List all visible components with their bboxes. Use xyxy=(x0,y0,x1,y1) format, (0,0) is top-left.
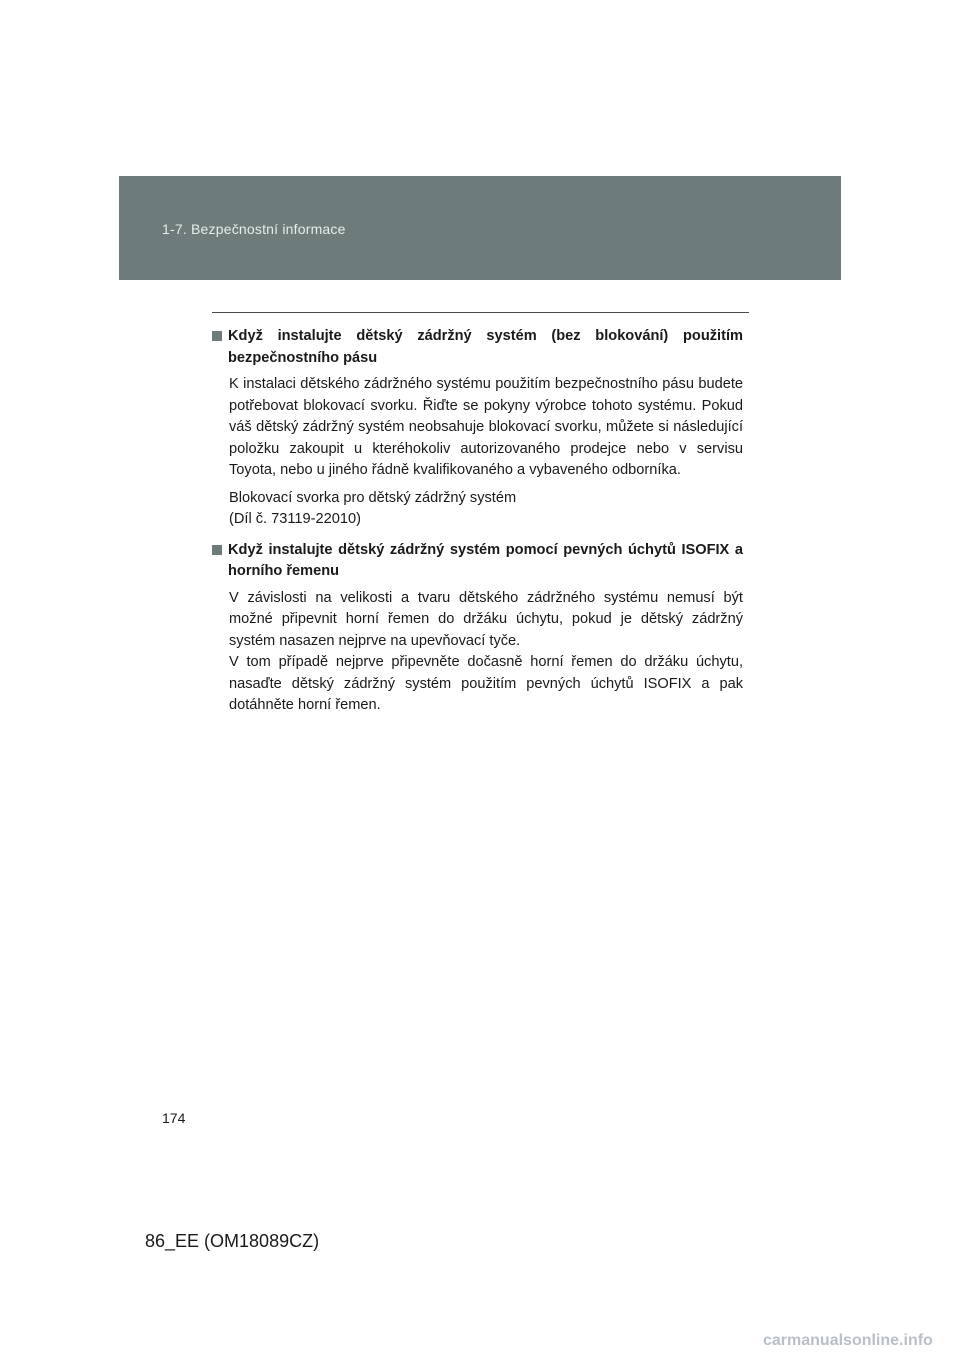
paragraph: Blokovací svorka pro dětský zádržný systém xyxy=(229,489,517,506)
section-heading: Když instalujte dětský zádržný systém (bez blokování) použitím bezpečnostního pásu xyxy=(212,326,743,369)
paragraph: (Díl č. 73119-22010) xyxy=(229,511,361,527)
document-code: 86_EE (OM18089CZ) xyxy=(145,1231,320,1251)
divider xyxy=(212,312,749,313)
paragraph: V závislosti na velikosti a tvaru dětského zádržného systému nemusí být možné připevnit horní řemen do držáku úchytu, pokud je dětský zádržný systém nasazen nejprve na upevňovací tyče. xyxy=(229,589,743,649)
header-band xyxy=(119,176,841,280)
section-title: 1-7. Bezpečnostní informace xyxy=(162,221,346,237)
page-number: 174 xyxy=(162,1110,186,1126)
paragraph: V tom případě nejprve připevněte dočasně horní řemen do držáku úchytu, nasaďte dětský zádržný systém použitím pevných úchytů ISOFIX a pak dotáhněte horní řemen. xyxy=(229,654,743,713)
section-isofix-install xyxy=(212,540,743,717)
square-bullet-icon xyxy=(212,545,222,555)
section-seatbelt-install xyxy=(212,326,743,531)
square-bullet-icon xyxy=(212,331,222,341)
watermark: carmanualsonline.info xyxy=(763,1332,933,1349)
content-area xyxy=(212,326,743,726)
section-heading: Když instalujte dětský zádržný systém pomocí pevných úchytů ISOFIX a horního řemenu xyxy=(212,540,743,583)
paragraph: K instalaci dětského zádržného systému použitím bezpečnostního pásu budete potřebovat blokovací svorku. Řiďte se pokyny výrobce tohoto systému. Pokud váš dětský zádržný systém neobsahuje blokovací svorku, můžete si následující položku zakoupit u kteréhokoliv autorizovaného prodejce nebo v servisu Toyota, nebo u jiného řádně kvalifikovaného a vybaveného odborníka. xyxy=(229,376,743,478)
